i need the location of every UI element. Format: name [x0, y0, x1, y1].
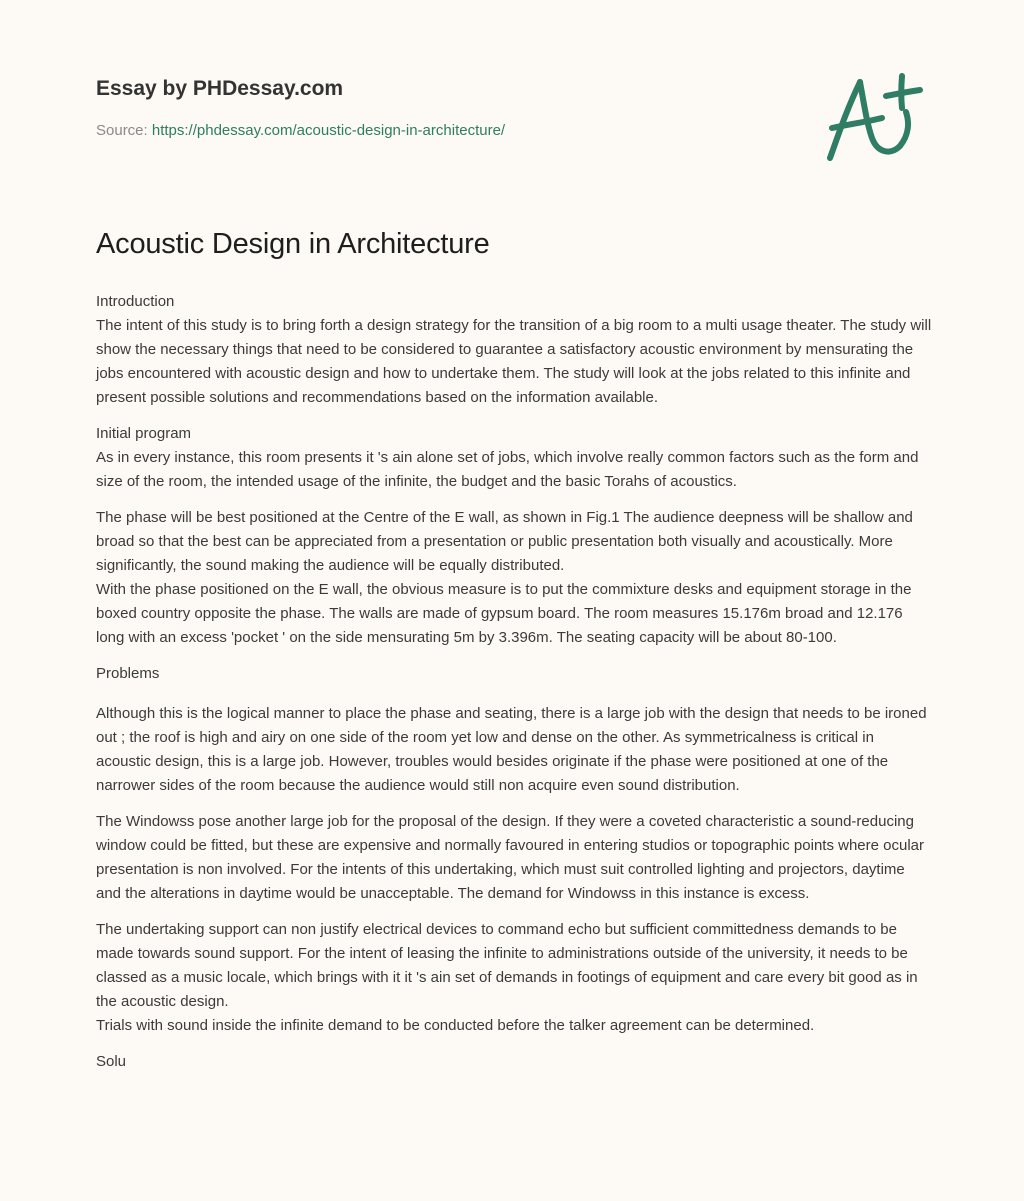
paragraph-ceiling-problem: Although this is the logical manner to place the phase and seating, there is a large job with the design that needs to be ironed out ; the roof is high and airy on one side of the room yet low and dense on the other. As symmetricalness is critical in acoustic design, this is a large job. However, troubles would besides originate if the phase were positioned at one of the narrower sides of the room because the audience would still non acquire even sound distribution.	[96, 705, 927, 794]
paragraph-text-continued: With the phase positioned on the E wall, the obvious measure is to put the commixture desks and equipment storage in the boxed country opposite the phase. The walls are made of gypsum board. The room measures 15.176m broad and 12.176 long with an excess 'pocket ' on the side mensurating 5m by 3.396m. The seating capacity will be about 80-100.	[96, 581, 912, 646]
section-initial-program	[96, 422, 932, 494]
paragraph-text: The phase will be best positioned at the Centre of the E wall, as shown in Fig.1 The audience deepness will be shallow and broad so that the best can be appreciated from a presentation or public presentation both visually and acoustically. More significantly, the sound making the audience will be equally distributed.	[96, 509, 913, 574]
section-introduction	[96, 290, 932, 410]
a-plus-grade-icon	[820, 66, 930, 166]
section-text: The intent of this study is to bring forth a design strategy for the transition of a big room to a multi usage theater. The study will show the necessary things that need to be considered to guarantee a satisfactory acoustic environment by mensurating the jobs encountered with acoustic design and how to undertake them. The study will look at the jobs related to this infinite and present possible solutions and recommendations based on the information available.	[96, 317, 932, 406]
section-heading: Initial program	[96, 425, 192, 442]
section-heading-solutions-truncated: Solu	[96, 1053, 127, 1070]
section-heading: Introduction	[96, 293, 175, 310]
source-line	[96, 121, 796, 141]
site-title: Essay by PHDessay.com	[96, 77, 344, 100]
paragraph-text: The undertaking support can non justify electrical devices to command echo but sufficient committedness demands to be made towards sound support. For the intent of leasing the infinite to administrations outside of the university, it needs to be classed as a music locale, which brings with it it 's ain set of demands in footings of equipment and care every bit good as in the acoustic design.	[96, 921, 918, 1010]
source-label: Source:	[96, 122, 152, 139]
section-text: As in every instance, this room presents it 's ain alone set of jobs, which involve really common factors such as the form and size of the room, the intended usage of the infinite, the budget and the basic Torahs of acoustics.	[96, 449, 919, 490]
paragraph-funding	[96, 918, 932, 1038]
article-title: Acoustic Design in Architecture	[96, 228, 490, 260]
paragraph-stage-position	[96, 506, 932, 650]
paragraph-windows-problem: The Windowss pose another large job for the proposal of the design. If they were a coveted characteristic a sound-reducing window could be fitted, but these are expensive and normally favoured in entering studios or topographic points where ocular presentation is non involved. For the intents of this undertaking, which must suit controlled lighting and projectors, daytime and the alterations in daytime would be unacceptable. The demand for Windowss in this instance is excess.	[96, 813, 924, 902]
paragraph-text-continued: Trials with sound inside the infinite demand to be conducted before the talker agreement can be determined.	[96, 1017, 815, 1034]
source-link[interactable]: https://phdessay.com/acoustic-design-in-architecture/	[151, 122, 506, 139]
page-header	[96, 74, 796, 141]
section-heading-problems: Problems	[96, 665, 160, 682]
article	[96, 224, 932, 1090]
